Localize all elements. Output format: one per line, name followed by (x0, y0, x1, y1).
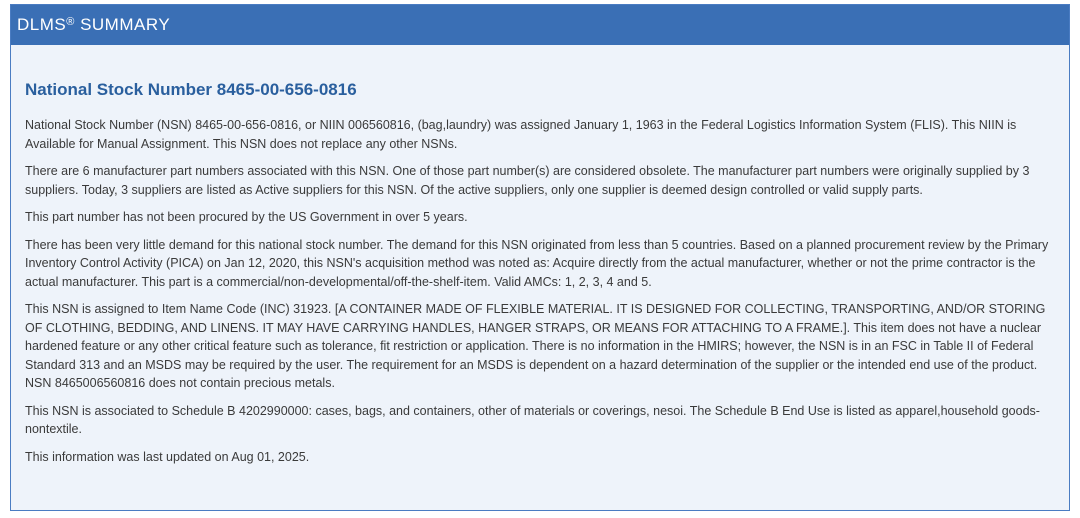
paragraph-schedule-b: This NSN is associated to Schedule B 4202990000: cases, bags, and containers, other of materials or coverings, nesoi. The Schedule B End Use is listed as apparel,household goods-nontextile. (25, 403, 1040, 436)
paragraph-procurement: This part number has not been procured by the US Government in over 5 years. (25, 210, 468, 224)
nsn-title: National Stock Number 8465-00-656-0816 (25, 80, 357, 99)
registered-mark: ® (66, 16, 75, 28)
panel-title-main: DLMS (17, 15, 67, 34)
panel-header (11, 5, 1069, 45)
paragraph-part-numbers: There are 6 manufacturer part numbers associated with this NSN. One of those part number(s) are considered obsolete. The manufacturer part numbers were originally supplied by 3 suppliers. Today, 3 suppliers are listed as Active suppliers for this NSN. Of the active suppliers, only one supplier is deemed design controlled or valid supply parts. (25, 164, 1030, 197)
panel-body (11, 45, 1069, 466)
dlms-summary-panel (10, 4, 1070, 511)
paragraph-demand: There has been very little demand for this national stock number. The demand for this NSN originated from less than 5 countries. Based on a planned procurement review by the Primary Inventory Control Activity (PICA) on Jan 12, 2020, this NSN's acquisition method was noted as: Acquire directly from the actual manufacturer, whether or not the prime contractor is the actual manufacturer. This part is a commercial/non-developmental/off-the-shelf-item. Valid AMCs: 1, 2, 3, 4 and 5. (25, 237, 1049, 289)
panel-title-rest: SUMMARY (74, 15, 171, 34)
paragraph-inc: This NSN is assigned to Item Name Code (INC) 31923. [A CONTAINER MADE OF FLEXIBLE MATERIAL. IT IS DESIGNED FOR COLLECTING, TRANSPORTING, AND/OR STORING OF CLOTHING, BEDDING, AND LINENS. IT MAY HAVE CARRYING HANDLES, HANGER STRAPS, OR MEANS FOR ATTACHING TO A FRAME.]. This item does not have a nuclear hardened feature or any other critical feature such as tolerance, fit restriction or application. There is no information in the HMIRS; however, the NSN is in an FSC in Table II of Federal Standard 313 and an MSDS may be required by the user. The requirement for an MSDS is dependent on a hazard determination of the supplier or the intended end use of the product. NSN 8465006560816 does not contain precious metals. (25, 302, 1046, 390)
paragraph-assignment: National Stock Number (NSN) 8465-00-656-0816, or NIIN 006560816, (bag,laundry) was assigned January 1, 1963 in the Federal Logistics Information System (FLIS). This NIIN is Available for Manual Assignment. This NSN does not replace any other NSNs. (25, 118, 1017, 151)
paragraph-last-updated: This information was last updated on Aug 01, 2025. (25, 449, 310, 464)
